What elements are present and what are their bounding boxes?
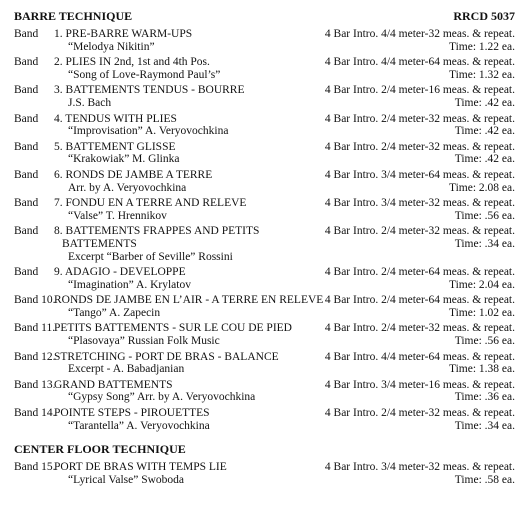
track-time: Time: 2.08 ea. — [448, 181, 515, 194]
track-band: Band 11. — [14, 322, 56, 335]
track-title: 2. PLIES IN 2nd, 1st and 4th Pos. — [54, 56, 210, 69]
track-title: 9. ADAGIO - DEVELOPPE — [54, 266, 186, 279]
track-intro-meter: 4 Bar Intro. 2/4 meter-32 meas. & repeat. — [324, 407, 515, 420]
track-title: STRETCHING - PORT DE BRAS - BALANCE — [54, 350, 279, 363]
track-title: 4. TENDUS WITH PLIES — [54, 112, 177, 125]
track-info — [54, 322, 325, 347]
track-timing — [325, 84, 515, 109]
track-time: Time: 1.22 ea. — [448, 40, 515, 53]
track-band: Band 15. — [14, 461, 56, 474]
track-subtitle: “Improvisation” A. Veryovochkina — [68, 125, 229, 138]
track-band: Band — [14, 140, 39, 153]
track-row — [14, 81, 515, 109]
track-intro-meter: 4 Bar Intro. 2/4 meter-32 meas. & repeat. — [324, 322, 515, 335]
track-timing — [325, 407, 515, 432]
track-time: Time: .42 ea. — [454, 96, 515, 109]
track-subtitle: “Imagination” A. Krylatov — [68, 278, 191, 291]
track-timing — [325, 266, 515, 291]
center-track-list — [14, 458, 515, 486]
track-subtitle: “Valse” T. Hrennikov — [68, 209, 167, 222]
track-row — [14, 404, 515, 432]
track-row — [14, 319, 515, 347]
section-title-barre: BARRE TECHNIQUE — [14, 9, 133, 23]
track-title: 7. FONDU EN A TERRE AND RELEVE — [54, 197, 247, 210]
track-time: Time: .42 ea. — [454, 153, 515, 166]
track-time: Time: 1.02 ea. — [448, 306, 515, 319]
track-subtitle: Excerpt “Barber of Seville” Rossini — [68, 250, 233, 263]
track-title: 5. BATTEMENT GLISSE — [54, 140, 176, 153]
track-band: Band — [14, 28, 39, 40]
track-info — [54, 266, 325, 291]
track-band: Band — [14, 266, 39, 279]
track-intro-meter: 4 Bar Intro. 3/4 meter-16 meas. & repeat. — [324, 378, 515, 391]
track-info — [54, 407, 325, 432]
track-info — [54, 225, 325, 263]
track-intro-meter: 4 Bar Intro. 3/4 meter-32 meas. & repeat. — [324, 197, 515, 210]
track-timing — [325, 225, 515, 250]
track-subtitle: “Song of Love-Raymond Paul’s” — [68, 68, 221, 81]
track-title: RONDS DE JAMBE EN L’AIR - A TERRE EN RELEVE — [54, 294, 324, 307]
section-header-barre — [14, 10, 515, 25]
track-subtitle: “Lyrical Valse” Swoboda — [68, 473, 185, 486]
track-subtitle: “Tarantella” A. Veryovochkina — [68, 419, 210, 432]
track-timing — [325, 379, 515, 404]
track-info — [54, 461, 325, 486]
track-title: PORT DE BRAS WITH TEMPS LIE — [54, 461, 227, 474]
track-intro-meter: 4 Bar Intro. 3/4 meter-32 meas. & repeat. — [324, 461, 515, 474]
track-subtitle: BATTEMENTS — [62, 237, 137, 250]
track-info — [54, 113, 325, 138]
track-subtitle: Excerpt - A. Babadjanian — [68, 363, 185, 376]
track-timing — [325, 141, 515, 166]
track-info — [54, 197, 325, 222]
track-subtitle: Arr. by A. Veryovochkina — [68, 181, 187, 194]
track-timing — [325, 322, 515, 347]
track-band: Band — [14, 56, 39, 69]
track-timing — [325, 169, 515, 194]
track-row — [14, 458, 515, 486]
catalog-number: RRCD 5037 — [453, 9, 515, 23]
track-title: POINTE STEPS - PIROUETTES — [54, 407, 210, 420]
track-title: 6. RONDS DE JAMBE A TERRE — [54, 168, 213, 181]
track-intro-meter: 4 Bar Intro. 2/4 meter-64 meas. & repeat. — [324, 294, 515, 307]
track-time: Time: .34 ea. — [454, 419, 515, 432]
track-title: PETITS BATTEMENTS - SUR LE COU DE PIED — [54, 322, 292, 335]
track-info — [54, 141, 325, 166]
track-subtitle: “Melodya Nikitin” — [68, 40, 155, 53]
track-time: Time: 2.04 ea. — [448, 278, 515, 291]
track-info — [54, 169, 325, 194]
track-row — [14, 291, 515, 319]
track-intro-meter: 4 Bar Intro. 2/4 meter-32 meas. & repeat. — [324, 140, 515, 153]
track-timing — [325, 56, 515, 81]
track-intro-meter: 4 Bar Intro. 4/4 meter-64 meas. & repeat. — [324, 350, 515, 363]
barre-track-list — [14, 25, 515, 432]
track-band: Band — [14, 168, 39, 181]
track-subtitle: J.S. Bach — [68, 96, 112, 109]
track-band: Band — [14, 84, 39, 97]
track-row — [14, 25, 515, 53]
track-time: Time: 1.32 ea. — [448, 68, 515, 81]
section-title-center: CENTER FLOOR TECHNIQUE — [14, 442, 186, 457]
track-band: Band 12. — [14, 350, 56, 363]
track-time: Time: .56 ea. — [454, 209, 515, 222]
track-title: 1. PRE-BARRE WARM-UPS — [54, 28, 193, 40]
track-info — [54, 28, 325, 53]
track-timing — [325, 351, 515, 376]
track-timing — [325, 113, 515, 138]
track-band: Band 10. — [14, 294, 56, 307]
track-band: Band — [14, 112, 39, 125]
track-time: Time: .34 ea. — [454, 237, 515, 250]
track-band: Band 13. — [14, 378, 56, 391]
section-header-center — [14, 443, 515, 458]
track-row — [14, 348, 515, 376]
track-timing — [325, 461, 515, 486]
track-timing — [325, 28, 515, 53]
track-title: 3. BATTEMENTS TENDUS - BOURRE — [54, 84, 245, 97]
track-intro-meter: 4 Bar Intro. 2/4 meter-32 meas. & repeat. — [324, 225, 515, 238]
track-subtitle: “Gypsy Song” Arr. by A. Veryovochkina — [68, 391, 256, 404]
track-time: Time: .42 ea. — [454, 125, 515, 138]
track-row — [14, 166, 515, 194]
track-row — [14, 222, 515, 263]
track-info — [54, 56, 325, 81]
track-band: Band 14. — [14, 407, 56, 420]
track-band: Band — [14, 225, 39, 238]
track-intro-meter: 4 Bar Intro. 4/4 meter-32 meas. & repeat. — [324, 28, 515, 40]
track-intro-meter: 4 Bar Intro. 3/4 meter-64 meas. & repeat. — [324, 168, 515, 181]
track-row — [14, 263, 515, 291]
track-info — [54, 294, 325, 319]
track-row — [14, 138, 515, 166]
track-info — [54, 379, 325, 404]
track-intro-meter: 4 Bar Intro. 4/4 meter-64 meas. & repeat. — [324, 56, 515, 69]
track-title: 8. BATTEMENTS FRAPPES AND PETITS — [54, 225, 260, 238]
track-time: Time: .36 ea. — [454, 391, 515, 404]
track-time: Time: .58 ea. — [454, 473, 515, 486]
track-row — [14, 110, 515, 138]
track-subtitle: “Plasovaya” Russian Folk Music — [68, 335, 220, 348]
track-timing — [325, 197, 515, 222]
track-time: Time: .56 ea. — [454, 335, 515, 348]
track-row — [14, 376, 515, 404]
track-intro-meter: 4 Bar Intro. 2/4 meter-16 meas. & repeat. — [324, 84, 515, 97]
track-time: Time: 1.38 ea. — [448, 363, 515, 376]
track-band: Band — [14, 197, 39, 210]
track-subtitle: “Tango” A. Zapecin — [68, 306, 161, 319]
track-title: GRAND BATTEMENTS — [54, 378, 173, 391]
track-row — [14, 53, 515, 81]
track-intro-meter: 4 Bar Intro. 2/4 meter-64 meas. & repeat. — [324, 266, 515, 279]
track-intro-meter: 4 Bar Intro. 2/4 meter-32 meas. & repeat. — [324, 112, 515, 125]
track-row — [14, 194, 515, 222]
track-subtitle: “Krakowiak” M. Glinka — [68, 153, 180, 166]
track-info — [54, 84, 325, 109]
track-info — [54, 351, 325, 376]
track-timing — [325, 294, 515, 319]
